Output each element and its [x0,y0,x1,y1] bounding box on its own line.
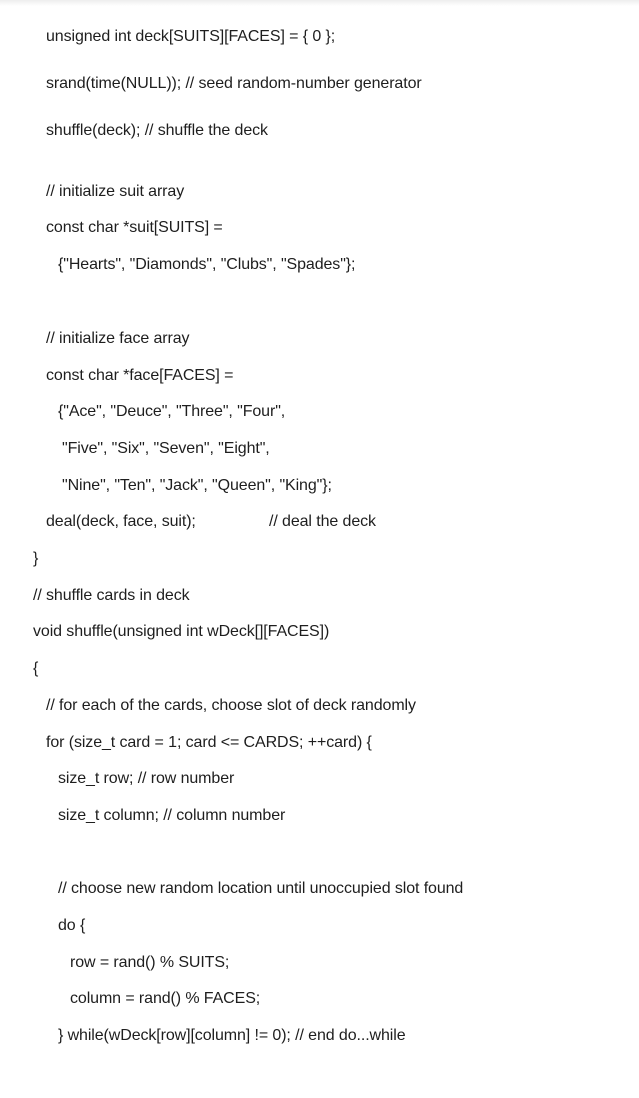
code-line-shuffle-call: shuffle(deck); // shuffle the deck [46,122,268,139]
code-line-for-loop: for (size_t card = 1; card <= CARDS; ++card) { [46,734,372,751]
code-line-face-values-3: "Nine", "Ten", "Jack", "Queen", "King"}; [62,477,332,494]
code-line-face-values-1: {"Ace", "Deuce", "Three", "Four", [58,403,286,420]
code-line-face-values-2: "Five", "Six", "Seven", "Eight", [62,440,270,457]
code-line-shuffle-comment: // shuffle cards in deck [33,587,190,604]
code-line-suit-values: {"Hearts", "Diamonds", "Clubs", "Spades"}; [58,256,356,273]
code-line-do: do { [58,917,86,934]
code-line-face-declaration: const char *face[FACES] = [46,367,234,384]
code-line-row-assignment: row = rand() % SUITS; [70,954,230,971]
code-line-row-declaration: size_t row; // row number [58,770,235,787]
code-line-shuffle-open-brace: { [33,660,39,677]
page-top-edge [0,0,639,6]
code-line-srand: srand(time(NULL)); // seed random-number generator [46,75,422,92]
code-line-deck-declaration: unsigned int deck[SUITS][FACES] = { 0 }; [46,28,336,45]
code-line-deal-call: deal(deck, face, suit); [46,513,196,530]
code-line-while: } while(wDeck[row][column] != 0); // end do...while [58,1027,406,1044]
code-line-deal-comment: // deal the deck [269,513,376,530]
code-line-main-close-brace: } [33,550,39,567]
code-line-location-comment: // choose new random location until unoccupied slot found [58,880,464,897]
code-line-suit-comment: // initialize suit array [46,183,185,200]
code-line-for-comment: // for each of the cards, choose slot of deck randomly [46,697,416,714]
code-line-column-assignment: column = rand() % FACES; [70,990,261,1007]
code-line-column-declaration: size_t column; // column number [58,807,286,824]
code-line-face-comment: // initialize face array [46,330,190,347]
code-line-shuffle-signature: void shuffle(unsigned int wDeck[][FACES]) [33,623,330,640]
code-line-suit-declaration: const char *suit[SUITS] = [46,219,223,236]
